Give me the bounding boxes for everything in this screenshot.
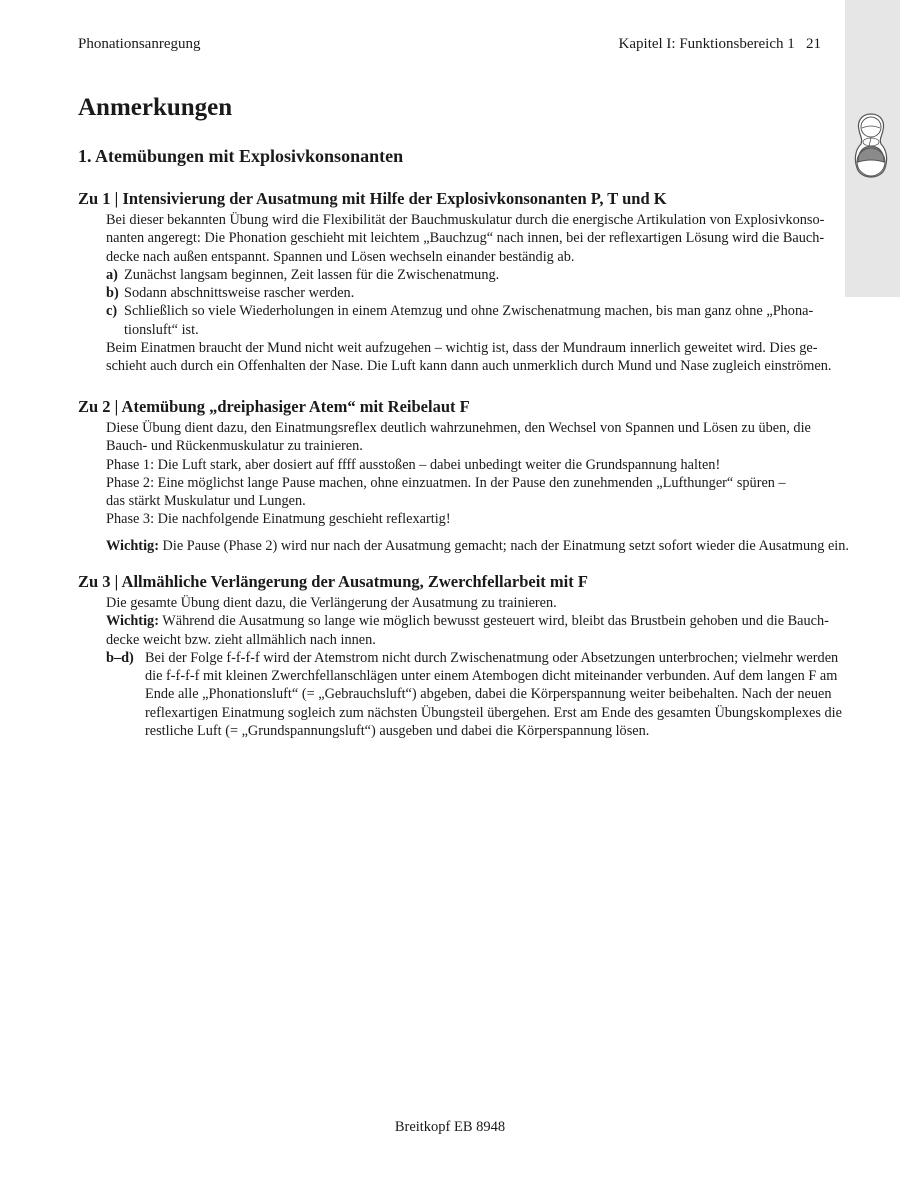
line-text: Schließlich so viele Wiederholungen in einem Atemzug und ohne Zwischenatmung machen, bis man ganz ohne „Phona- — [124, 303, 814, 320]
line-text: Sodann abschnittsweise rascher werden. — [124, 285, 355, 302]
list-item-line — [78, 685, 832, 703]
running-header-left: Phonationsanregung — [78, 36, 201, 52]
paragraph-line — [78, 631, 818, 649]
emphasis-label: Wichtig: — [106, 537, 159, 554]
paragraph-line — [78, 456, 818, 474]
line-text: restliche Luft (= „Grundspannungsluft“) ausgeben und dabei die Körperspannung lösen. — [145, 723, 650, 740]
paragraph-line — [78, 248, 818, 266]
line-text: Beim Einatmen braucht der Mund nicht weit aufzugehen – wichtig ist, dass der Mundraum innerlich geweitet wird. Dies ge- — [106, 340, 818, 357]
line-text: decke weicht bzw. zieht allmählich nach innen. — [106, 631, 376, 648]
paragraph-line — [78, 612, 829, 630]
paragraph-line — [78, 437, 818, 455]
paragraph-line — [78, 594, 818, 612]
paragraph-line — [78, 474, 818, 492]
footer: Breitkopf EB 8948 — [394, 1119, 506, 1135]
paragraph-line — [78, 357, 832, 375]
paragraph-line — [78, 419, 818, 437]
line-text: Phase 2: Eine möglichst lange Pause machen, ohne einzuatmen. In der Pause den zunehmenden „Lufthunger“ spüren – — [106, 474, 786, 491]
line-text: Zunächst langsam beginnen, Zeit lassen für die Zwischenatmung. — [124, 266, 500, 283]
section-zu-2 — [78, 397, 849, 555]
list-item-line — [78, 302, 818, 320]
line-text: Bauch- und Rückenmuskulatur zu trainieren. — [106, 438, 363, 455]
list-item-line — [78, 722, 818, 740]
section-heading: Zu 1 | Intensivierung der Ausatmung mit Hilfe der Explosivkonsonanten P, T und K — [78, 189, 667, 208]
line-text: nanten angeregt: Die Phonation geschieht mit leichtem „Bauchzug“ nach innen, bei der reflexartigen Lösung wird die Bauch- — [106, 230, 825, 247]
line-text: Bei der Folge f-f-f-f wird der Atemstrom nicht durch Zwischenatmung oder Absetzungen unterbrochen; vielmehr werden — [145, 649, 839, 666]
emphasis-label: Wichtig: — [106, 613, 159, 630]
list-item-line — [78, 284, 818, 302]
breathing-figure-icon — [853, 112, 889, 186]
line-text: tionsluft“ ist. — [124, 321, 199, 338]
page-number: 21 — [806, 36, 821, 52]
paragraph-line — [78, 229, 825, 247]
section-heading: Zu 3 | Allmähliche Verlängerung der Ausatmung, Zwerchfellarbeit mit F — [78, 572, 588, 591]
list-item-line — [78, 321, 818, 339]
line-text: Bei dieser bekannten Übung wird die Flexibilität der Bauchmuskulatur durch die energische Artikulation von Explosivkonso- — [106, 212, 825, 228]
paragraph-line — [78, 339, 818, 357]
paragraph-line — [78, 211, 825, 229]
line-text: Die Pause (Phase 2) wird nur nach der Ausatmung gemacht; nach der Einatmung setzt sofort wieder die Ausatmung ein. — [162, 537, 849, 554]
running-header-right — [619, 36, 821, 53]
list-label: a) — [106, 266, 118, 283]
list-label: c) — [106, 303, 118, 320]
line-text: Phase 3: Die nachfolgende Einatmung geschieht reflexartig! — [106, 511, 451, 528]
list-item-line — [78, 667, 838, 685]
line-text: Diese Übung dient dazu, den Einatmungsreflex deutlich wahrzunehmen, den Wechsel von Spannen und Lösen zu üben, die — [106, 420, 811, 436]
chapter-heading: 1. Atemübungen mit Explosivkonsonanten — [78, 146, 404, 166]
line-text: Phase 1: Die Luft stark, aber dosiert auf ffff ausstoßen – dabei unbedingt weiter die Grundspannung halten! — [106, 456, 721, 473]
line-text: die f-f-f-f mit kleinen Zwerchfellanschlägen unter einem Atembogen dicht miteinander verbunden. Auf dem langen F am — [145, 668, 838, 685]
section-zu-3 — [78, 572, 842, 740]
section-heading: Zu 2 | Atemübung „dreiphasiger Atem“ mit Reibelaut F — [78, 397, 470, 416]
list-item-line — [78, 649, 839, 667]
paragraph-line — [78, 492, 818, 510]
paragraph-line — [78, 510, 818, 528]
line-text: reflexartigen Einatmung sogleich zum nächsten Übungsteil übergehen. Erst am Ende des gesamten Übungskomplexes die — [145, 704, 842, 721]
paragraph-line — [78, 537, 849, 555]
line-text: schieht auch durch ein Offenhalten der Nase. Die Luft kann dann auch unmerklich durch Mund und Nase zugleich einströmen. — [106, 358, 832, 375]
list-label: b) — [106, 285, 119, 302]
line-text: Während die Ausatmung so lange wie möglich bewusst gesteuert wird, bleibt das Brustbein gehoben und die Bauch- — [162, 613, 829, 630]
list-item-line — [78, 266, 818, 284]
list-label: b–d) — [106, 649, 134, 666]
line-text: Ende alle „Phonationsluft“ (= „Gebrauchsluft“) abgeben, dabei die Körperspannung weiter beibehalten. Nach der neuen — [145, 686, 832, 703]
line-text: das stärkt Muskulatur und Lungen. — [106, 493, 306, 510]
line-text: decke nach außen entspannt. Spannen und Lösen wechseln einander beständig ab. — [106, 248, 575, 265]
page-title: Anmerkungen — [78, 94, 233, 121]
line-text: Die gesamte Übung dient dazu, die Verlängerung der Ausatmung zu trainieren. — [106, 595, 557, 611]
chapter-label: Kapitel I: Funktionsbereich 1 — [618, 36, 795, 52]
list-item-line — [78, 704, 842, 722]
section-zu-1 — [78, 189, 832, 376]
